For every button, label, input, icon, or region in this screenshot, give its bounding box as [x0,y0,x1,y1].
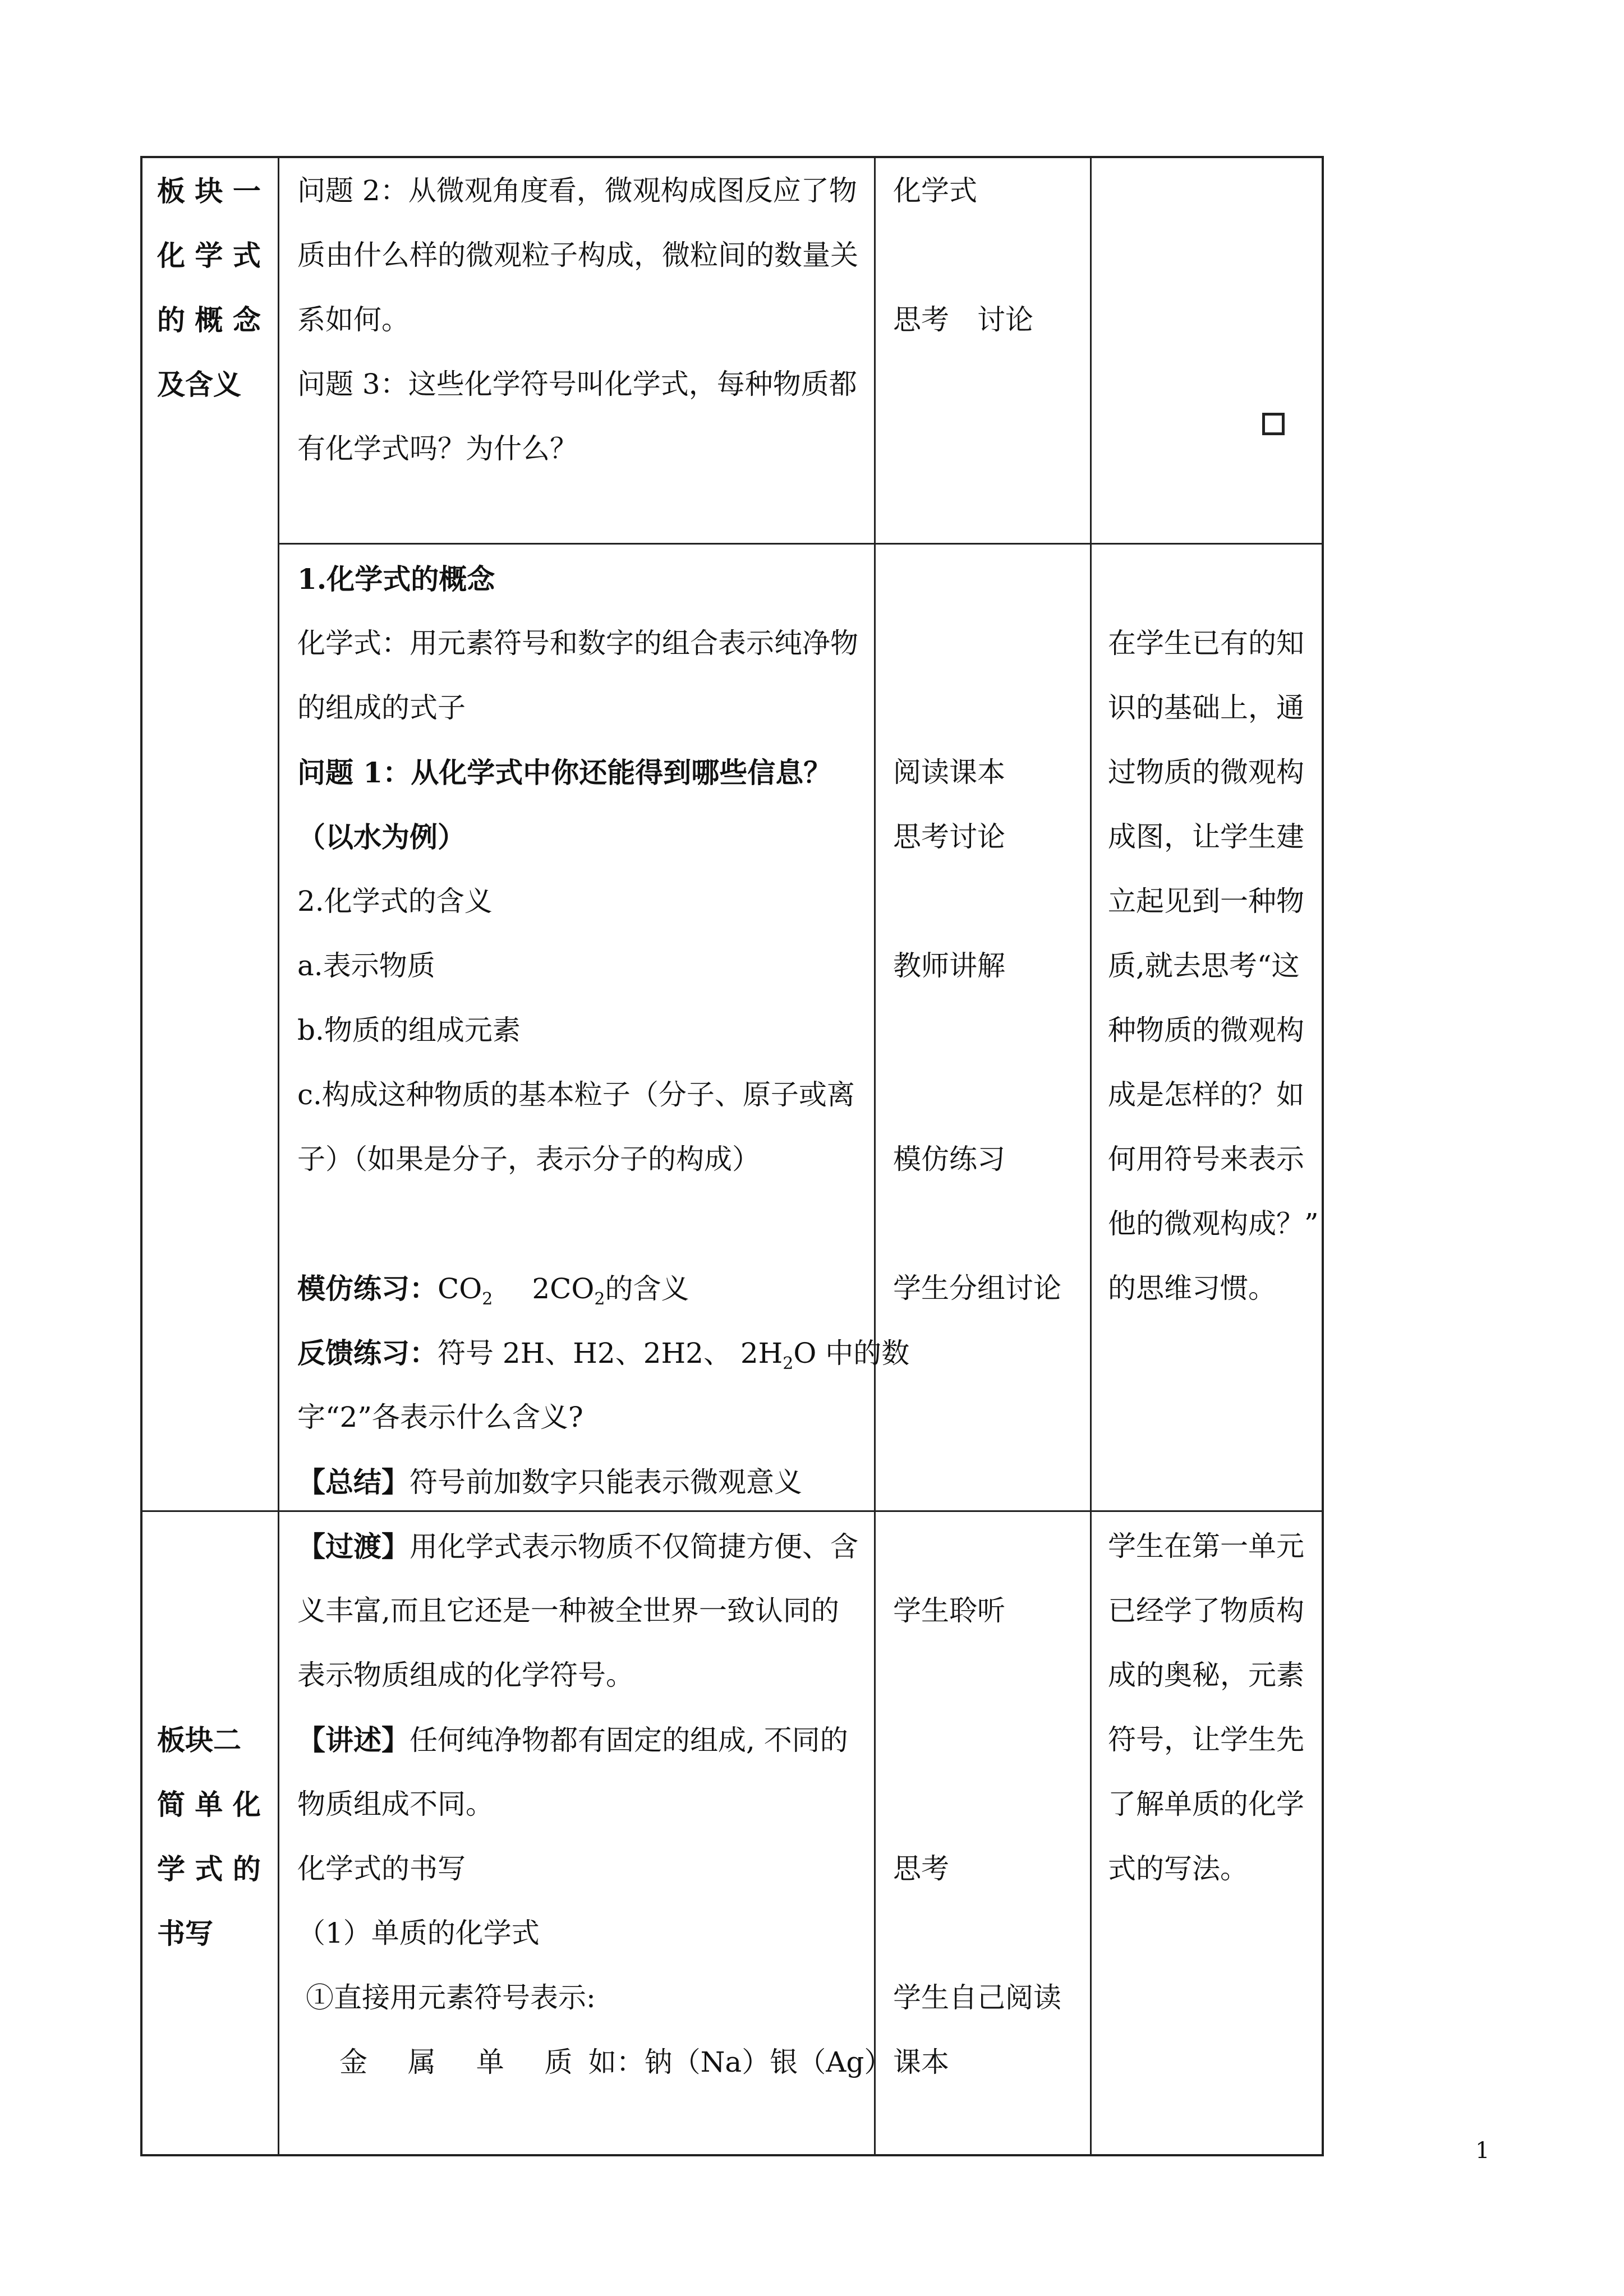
column-divider-1 [278,156,279,2156]
block1-label-line: 板 块 一 [157,174,261,208]
question2-line: 质由什么样的微观粒子构成，微粒间的数量关 [297,239,858,271]
feedback-text: 符号 2H、H2、2H2、 2H [438,1337,783,1370]
question3-line: 有化学式吗？为什么？ [297,432,578,465]
intent-line: 已经学了物质构 [1108,1594,1304,1627]
transition [297,1514,858,1579]
metal-example [339,2030,892,2095]
subscript: 2 [783,1354,794,1373]
block1-top-activity: 思考 讨论 [893,303,1033,336]
question2-line: 问题 2：从微观角度看，微观构成图反应了物 [297,174,857,207]
block2-label-line: 学 式 的 [157,1852,261,1885]
writing-heading: 化学式的书写 [297,1852,466,1885]
intent-line: 何用符号来表示 [1108,1143,1304,1175]
checkbox-icon[interactable] [1262,413,1285,435]
subscript: 2 [482,1289,493,1309]
summary-label: 【总结】 [297,1465,410,1499]
question3-line: 问题 3：这些化学符号叫化学式，每种物质都 [297,368,857,400]
page-number: 1 [1475,2138,1490,2164]
table-border-top [140,156,1324,158]
activity-teacher: 教师讲解 [893,949,1005,982]
intent-line: 成的奥秘，元素 [1108,1659,1304,1691]
concept-line: 化学式：用元素符号和数字的组合表示纯净物 [297,627,858,660]
intent-line: 立起见到一种物 [1108,885,1304,918]
block1-top-activity: 化学式 [893,174,977,207]
intent-line: 式的写法。 [1108,1852,1248,1885]
concept-line: 的组成的式子 [297,691,466,724]
single-substance-heading: （1）单质的化学式 [297,1917,540,1949]
summary-text: 符号前加数字只能表示微观意义 [410,1466,802,1499]
transition-line: 义丰富,而且它还是一种被全世界一致认同的 [297,1594,839,1627]
block1-label-line: 及含义 [157,368,241,401]
intent-line: 成是怎样的？如 [1108,1078,1304,1111]
transition-text: 用化学式表示物质不仅简捷方便、含 [410,1530,858,1563]
meaning-item-b: b.物质的组成元素 [297,1014,521,1046]
block2-label-line: 书写 [157,1917,213,1950]
table-border-left [140,156,142,2156]
block1-label-line: 化 学 式 [157,239,261,272]
block2-label-line: 板块二 [157,1723,241,1756]
activity-listen: 学生聆听 [893,1594,1005,1627]
column-divider-2 [874,156,876,2156]
intent-line: 了解单质的化学 [1108,1788,1304,1820]
imitate-exercise [297,1256,689,1331]
metal-rest: 如：钠（Na）银（Ag） [588,2046,892,2078]
imitate-formula: CO [438,1273,482,1305]
block1-label-line: 的 概 念 [157,303,261,336]
metal-prefix: 金 属 单 质 [339,2046,588,2078]
intent-line: 识的基础上，通 [1108,691,1304,724]
concept-heading: 1.化学式的概念 [297,563,495,596]
feedback-text: O 中的数 [793,1337,910,1370]
table-border-bottom [140,2154,1324,2156]
feedback-exercise [297,1321,909,1396]
lecture-label: 【讲述】 [297,1723,410,1756]
lecture-line: 物质组成不同。 [297,1788,494,1820]
transition-label: 【过渡】 [297,1530,410,1563]
intent-line: 符号，让学生先 [1108,1723,1304,1756]
imitate-label: 模仿练习： [297,1272,438,1305]
intent-line: 质,就去思考“这 [1108,949,1300,982]
question1-line: （以水为例） [297,820,466,854]
intent-line: 过物质的微观构 [1108,756,1304,789]
imitate-tail: 的含义 [605,1273,689,1305]
meaning-item-c: c.构成这种物质的基本粒子（分子、原子或离 [297,1078,855,1111]
meaning-item-c: 子）（如果是分子，表示分子的构成） [297,1143,760,1175]
activity-think: 思考讨论 [893,820,1005,853]
intent-line: 学生在第一单元 [1108,1530,1304,1562]
question2-line: 系如何。 [297,303,410,336]
feedback-line: 字“2”各表示什么含义? [297,1401,583,1433]
activity-read: 阅读课本 [893,756,1005,789]
activity-read: 课本 [893,2046,949,2078]
intent-line: 在学生已有的知 [1108,627,1304,660]
question1-line: 问题 1：从化学式中你还能得到哪些信息？ [297,756,832,789]
imitate-formula: 2CO [532,1273,595,1305]
intent-line: 成图，让学生建 [1108,820,1304,853]
direct-symbol-rule: ①直接用元素符号表示: [306,1981,596,2014]
transition-line: 表示物质组成的化学符号。 [297,1659,634,1691]
subscript: 2 [594,1289,605,1309]
block2-label-line: 简 单 化 [157,1788,261,1821]
activity-think: 思考 [893,1852,949,1885]
activity-group: 学生分组讨论 [893,1272,1061,1304]
column-divider-3 [1090,156,1092,2156]
feedback-label: 反馈练习： [297,1336,438,1370]
intent-line: 他的微观构成？” [1108,1207,1319,1240]
table-border-right [1322,156,1324,2156]
intent-line: 的思维习惯。 [1108,1272,1276,1304]
activity-imitate: 模仿练习 [893,1143,1005,1175]
lecture [297,1708,848,1773]
activity-read: 学生自己阅读 [893,1981,1061,2014]
row-divider-inner [278,543,1324,545]
intent-line: 种物质的微观构 [1108,1014,1304,1046]
meaning-item-a: a.表示物质 [297,949,435,982]
summary [297,1450,802,1515]
meaning-heading: 2.化学式的含义 [297,885,493,918]
lecture-text: 任何纯净物都有固定的组成, 不同的 [410,1724,848,1756]
